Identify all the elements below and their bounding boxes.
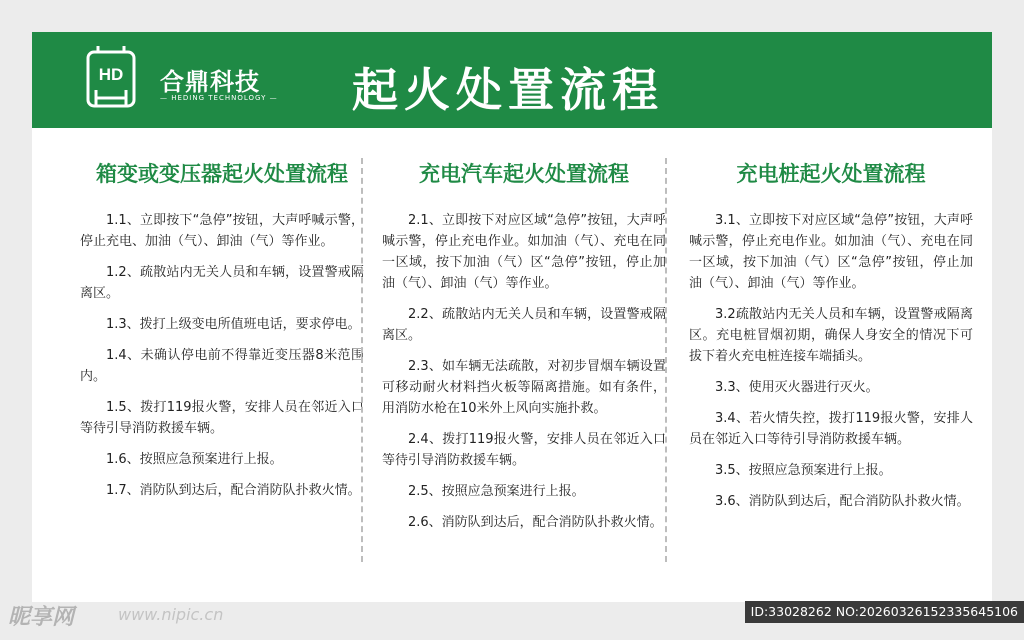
procedure-step: 3.5、按照应急预案进行上报。 (715, 463, 892, 478)
procedure-step: 3.3、使用灭火器进行灭火。 (715, 380, 879, 395)
column-ev-fire (382, 158, 666, 543)
procedure-step: 2.2、疏散站内无关人员和车辆，设置警戒隔离区。 (382, 307, 666, 343)
procedure-step: 3.2疏散站内无关人员和车辆，设置警戒隔离区。充电桩冒烟初期，确保人身安全的情况下可拔下着火充电桩连接车端插头。 (689, 307, 973, 364)
procedure-step: 1.4、未确认停电前不得靠近变压器8米范围内。 (80, 348, 364, 384)
procedure-step: 2.3、如车辆无法疏散，对初步冒烟车辆设置可移动耐火材料挡火板等隔离措施。如有条件，用消防水枪在10米外上风向实施扑救。 (382, 359, 666, 416)
column-transformer-fire (80, 158, 364, 511)
procedure-step: 1.2、疏散站内无关人员和车辆，设置警戒隔离区。 (80, 265, 364, 301)
watermark-url: www.nipic.cn (118, 605, 224, 624)
procedure-step: 1.1、立即按下“急停”按钮，大声呼喊示警，停止充电、加油（气）、卸油（气）等作业。 (80, 213, 364, 249)
procedure-step: 2.5、按照应急预案进行上报。 (408, 484, 585, 499)
column-charger-fire (689, 158, 973, 522)
procedure-step: 1.3、拨打上级变电所值班电话，要求停电。 (106, 317, 361, 332)
column-heading: 箱变或变压器起火处置流程 (96, 162, 348, 186)
brand-subtitle: — HEDING TECHNOLOGY — (160, 94, 278, 102)
procedure-step: 2.4、拨打119报火警，安排人员在邻近入口等待引导消防救援车辆。 (382, 432, 666, 468)
procedure-step: 3.6、消防队到达后，配合消防队扑救火情。 (715, 494, 970, 509)
watermark-id-badge: ID:33028262 NO:20260326152335645106 (745, 601, 1024, 623)
column-divider (665, 158, 667, 562)
procedure-step: 2.6、消防队到达后，配合消防队扑救火情。 (408, 515, 663, 530)
procedure-step: 1.6、按照应急预案进行上报。 (106, 452, 283, 467)
column-heading: 充电桩起火处置流程 (736, 162, 926, 186)
procedure-step: 1.5、拨打119报火警，安排人员在邻近入口等待引导消防救援车辆。 (80, 400, 364, 436)
column-heading: 充电汽车起火处置流程 (419, 162, 629, 186)
company-logo-icon (78, 46, 144, 112)
safety-board (32, 32, 992, 602)
watermark-logo: 昵享网 (8, 605, 75, 630)
procedure-step: 3.4、若火情失控，拨打119报火警，安排人员在邻近入口等待引导消防救援车辆。 (689, 411, 973, 447)
procedure-step: 1.7、消防队到达后，配合消防队扑救火情。 (106, 483, 361, 498)
header-banner (32, 32, 992, 128)
procedure-step: 2.1、立即按下对应区域“急停”按钮，大声呼喊示警，停止充电作业。如加油（气）、充电在同一区域，按下加油（气）区“急停”按钮，停止加油（气）、卸油（气）等作业。 (382, 213, 666, 291)
logo-text: HD (98, 65, 124, 84)
column-divider (361, 158, 363, 562)
procedure-step: 3.1、立即按下对应区域“急停”按钮，大声呼喊示警，停止充电作业。如加油（气）、充电在同一区域，按下加油（气）区“急停”按钮，停止加油（气）、卸油（气）等作业。 (689, 213, 973, 291)
page-title: 起火处置流程 (352, 63, 664, 117)
brand-name: 合鼎科技 (160, 68, 260, 96)
